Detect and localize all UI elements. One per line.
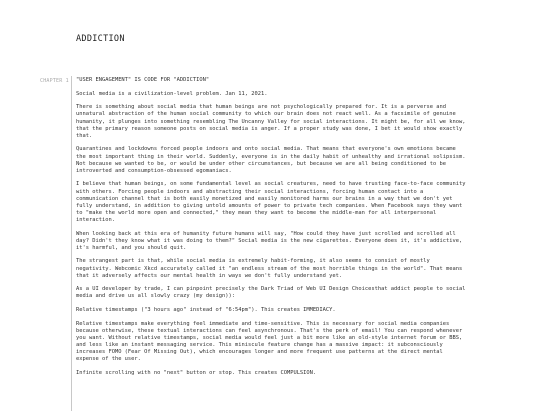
article-heading: "USER ENGAGEMENT" IS CODE FOR "ADDICTION" (76, 77, 210, 83)
site-title-link[interactable]: ADDICTION (76, 34, 125, 44)
article-paragraph: Relative timestamps ("3 hours ago" instead of "6:54pm"). This creates IMMEDIACY. (76, 307, 336, 314)
article-paragraph: I believe that human beings, on some fundamental level as social creatures, need to have trusting face-to-face community with others. Forcing people indoors and abstracting their social interactions, forcing human contact into a communication channel that is both easily monetized and easily monitored harms our brains in a way that we don't yet fully understand, in addition to giving untold amounts of power to private tech companies. When Facebook says they want to "make the world more open and connected," they mean they want to become the middle-man for all interpersonal interaction. (76, 181, 466, 223)
article-paragraph: Quarantines and lockdowns forced people indoors and onto social media. That means that everyone's own emotions became the most important thing in their world. Suddenly, everyone is in the daily habit of unhealthy and irrational solipsism. Not because we wanted to be, or would be under other circumstances, but because we are all being conditioned to be introverted and consumption-obsessed egomaniacs. (76, 146, 466, 174)
article-paragraph: When looking back at this era of humanity future humans will say, "How could they have just scrolled and scrolled all day? Didn't they know what it was doing to them?" Social media is the new cigarettes. Everyone does it, it's addictive, it's harmful, and you should quit. (76, 230, 463, 251)
article-paragraph: There is something about social media that human beings are not psychologically prepared for. It is a perverse and unnatural abstraction of the human social community to which our brain does not react well. As a facsimile of genuine humanity, it plunges into something resembling The Uncanny Valley for social interactions. It might be, for all we know, that the primary reason someone posts on social media is anger. If a proper study was done, I bet it would show exactly that. (76, 104, 466, 139)
article-paragraph: Infinite scrolling with no "next" button or stop. This creates COMPULSION. (76, 369, 317, 376)
article-paragraph: As a UI developer by trade, I can pinpoint precisely the Dark Triad of Web UI Design Choicesthat addict people to social media and drive us all slowly crazy (my design)): (76, 286, 466, 300)
article-paragraph: The strangest part is that, while social media is extremely habit-forming, it also seems to consist of mostly negativity. Webcomic Xkcd accurately called it "an endless stream of the most horrible things in the world". That means that it adversely affects our mental health in ways we don't fully understand yet. (76, 258, 463, 279)
left-margin-rule (71, 76, 72, 411)
chapter-label: CHAPTER 1 (40, 78, 69, 84)
article-body (76, 77, 468, 384)
article-paragraph: Relative timestamps make everything feel immediate and time-sensitive. This is necessary for social media companies because otherwise, these textual interactions can feel asynchronous. That's the perk of email! You can respond whenever you want. Without relative timestamps, social media would feel just a bit more like an old-style internet forum or BBS, and less like an instant messaging service. This miniscule feature change has a massive impact: it subconsciously increases FOMO (Fear Of Missing Out), which encourages longer and more frequent use patterns at the direct mental expense of the user. (76, 320, 463, 363)
article-paragraph: Social media is a civilization-level problem. Jan 11, 2021. (76, 90, 268, 97)
